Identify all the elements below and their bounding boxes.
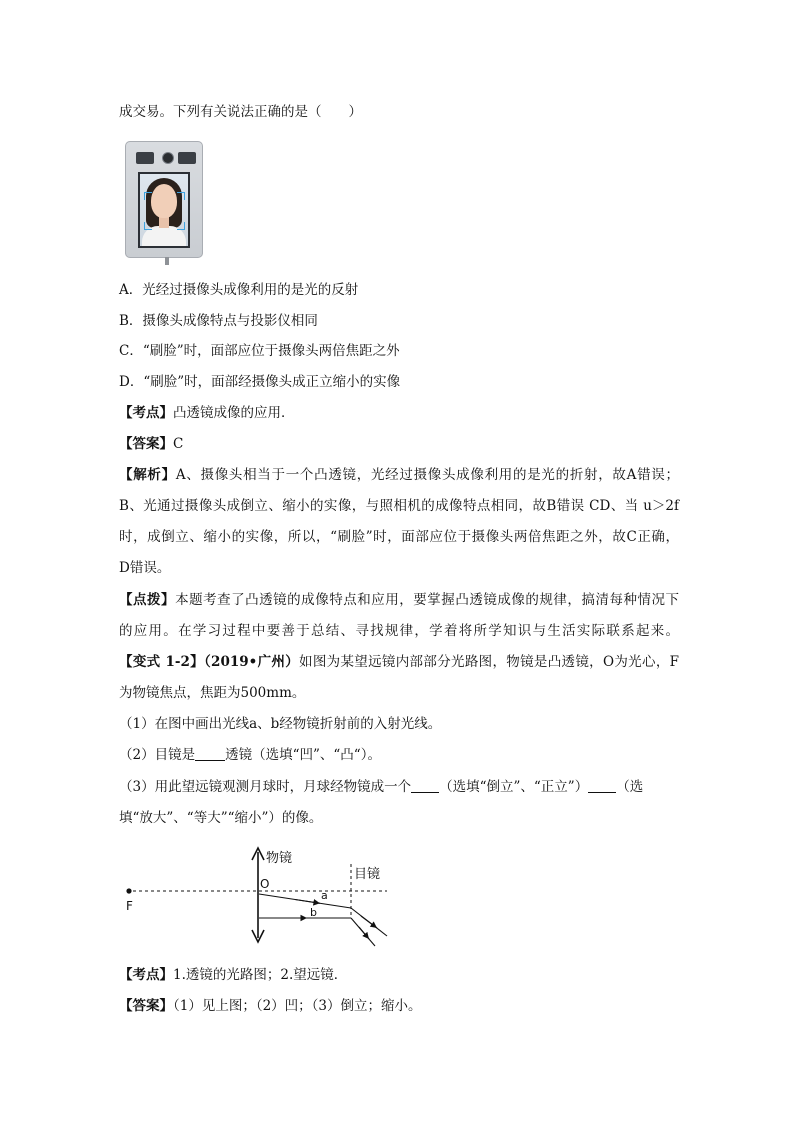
focal-point-dot xyxy=(126,888,131,893)
label-optical-center: O xyxy=(260,877,270,891)
face-recognition-device-image xyxy=(125,141,203,258)
jiexi-line-1: 【解析】A、摄像头相当于一个凸透镜，光经过摄像头成像利用的是光的折射，故A错误； xyxy=(119,467,680,483)
option-b: B．摄像头成像特点与投影仪相同 xyxy=(119,313,318,329)
sensor-left-icon xyxy=(136,152,154,164)
telescope-light-path-diagram xyxy=(115,842,405,952)
device-screen-face xyxy=(138,172,190,248)
option-a: A．光经过摄像头成像利用的是光的反射 xyxy=(119,282,359,298)
answer-2: 【答案】（1）见上图；（2）凹；（3）倒立；缩小。 xyxy=(119,998,422,1014)
dianbo-line-1: 【点拨】本题考查了凸透镜的成像特点和应用，要掌握凸透镜成像的规律，搞清每种情况下 xyxy=(119,592,680,608)
sensor-right-icon xyxy=(178,152,196,164)
label-ray-a: a xyxy=(321,889,328,902)
option-d: D．“刷脸”时，面部经摄像头成正立缩小的实像 xyxy=(119,374,401,390)
label-ray-b: b xyxy=(310,906,317,919)
label-eyepiece: 目镜 xyxy=(354,867,381,882)
label-focus: F xyxy=(126,899,133,913)
label-objective: 物镜 xyxy=(266,851,293,866)
device-camera-bar xyxy=(132,148,196,168)
jiexi-line-4: D错误。 xyxy=(119,560,171,576)
jiexi-line-3: 时，成倒立、缩小的实像，所以，“刷脸”时，面部应位于摄像头两倍焦距之外，故C正确， xyxy=(119,529,679,545)
face-icon xyxy=(151,184,177,218)
answer-blank-1 xyxy=(195,746,225,761)
kaodian-1: 【考点】凸透镜成像的应用． xyxy=(119,405,295,421)
question-stem-tail: 成交易。下列有关说法正确的是（ ） xyxy=(119,104,362,120)
answer-blank-2 xyxy=(411,778,439,793)
variant-q2: （2）目镜是 透镜（选填“凹”、“凸“）。 xyxy=(119,747,381,763)
camera-lens-icon xyxy=(162,152,174,164)
variant-line-2: 为物镜焦点，焦距为500mm。 xyxy=(119,685,306,701)
answer-blank-3 xyxy=(588,778,616,793)
variant-q3-line-2: 填“放大”、“等大”“缩小”）的像。 xyxy=(119,810,323,826)
variant-q3: （3）用此望远镜观测月球时，月球经物镜成一个 （选填“倒立”、“正立”） （选 xyxy=(119,779,644,795)
answer-1: 【答案】C xyxy=(119,436,184,452)
kaodian-2: 【考点】1.透镜的光路图；2.望远镜． xyxy=(119,967,348,983)
dianbo-line-2: 的应用。在学习过程中要善于总结、寻找规律，学着将所学知识与生活实际联系起来。 xyxy=(119,623,679,639)
jiexi-line-2: B、光通过摄像头成倒立、缩小的实像，与照相机的成像特点相同，故B错误 CD、当 u＞2f xyxy=(119,498,679,514)
variant-q1: （1）在图中画出光线a、b经物镜折射前的入射光线。 xyxy=(119,716,442,732)
option-c: C．“刷脸”时，面部应位于摄像头两倍焦距之外 xyxy=(119,343,400,359)
variant-line-1: 【变式 1-2】（2019•广州）如图为某望远镜内部部分光路图，物镜是凸透镜，O为光心，F xyxy=(119,654,680,670)
